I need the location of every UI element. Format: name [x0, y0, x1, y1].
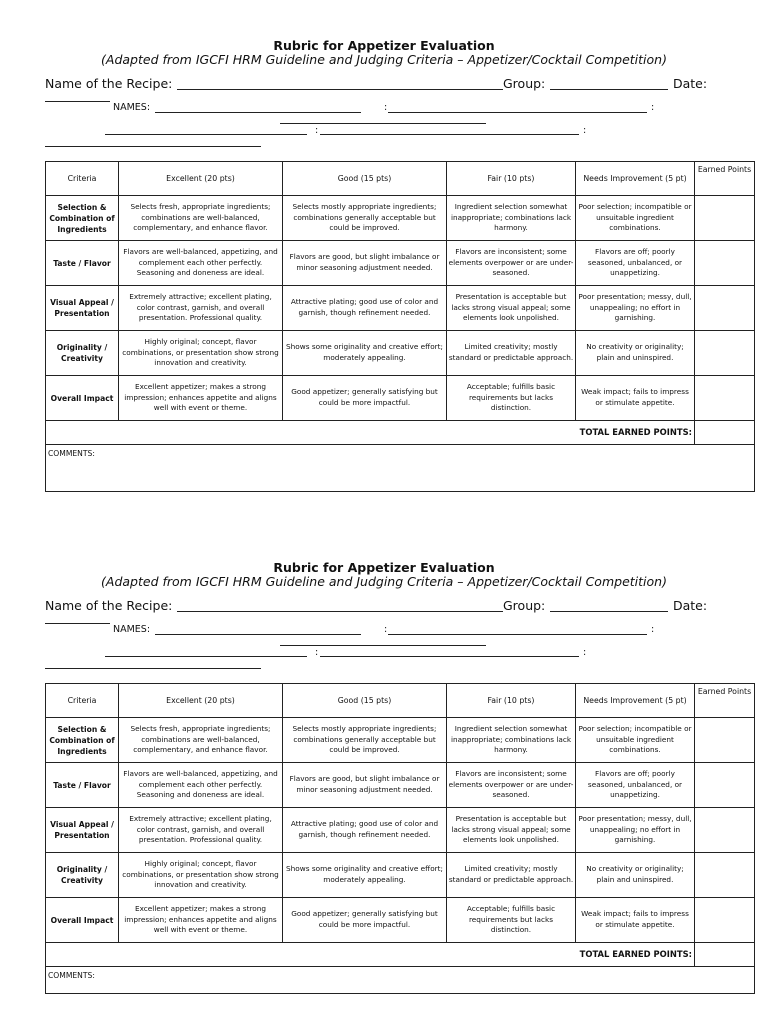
name-blank-1[interactable] [155, 634, 361, 635]
header-row [46, 162, 755, 196]
colon-4: : [583, 125, 587, 136]
name-blank-1[interactable] [155, 112, 361, 113]
group-label: Group: [503, 598, 546, 613]
good-cell: Flavors are good, but slight imbalance or minor seasoning adjustment needed. [283, 763, 447, 808]
header-fair: Fair (10 pts) [447, 684, 576, 718]
comments-label: COMMENTS: [48, 971, 95, 980]
rubric-subtitle: (Adapted from IGCFI HRM Guideline and Judging Criteria – Appetizer/Cocktail Competition) [101, 52, 667, 67]
header-criteria: Criteria [46, 684, 119, 718]
good-cell: Attractive plating; good use of color and garnish, though refinement needed. [283, 808, 447, 853]
good-cell: Good appetizer; generally satisfying but could be more impactful. [283, 376, 447, 421]
comments-row [46, 967, 755, 994]
date-label: Date: [673, 76, 708, 91]
table-row [46, 241, 755, 286]
total-earned-points-label: TOTAL EARNED POINTS: [46, 943, 695, 967]
good-cell: Shows some originality and creative effort; moderately appealing. [283, 331, 447, 376]
header-earned-points: Earned Points [695, 162, 755, 196]
header-fair: Fair (10 pts) [447, 162, 576, 196]
excellent-cell: Highly original; concept, flavor combinations, or presentation show strong innovation and creativity. [119, 853, 283, 898]
earned-points-cell[interactable] [695, 808, 755, 853]
total-row [46, 421, 755, 445]
name-blank-2[interactable] [388, 112, 647, 113]
colon-1: : [384, 624, 388, 635]
criteria-cell: Originality / Creativity [46, 331, 119, 376]
table-row [46, 286, 755, 331]
name-blank-3[interactable] [280, 123, 486, 124]
names-label: NAMES: [113, 624, 151, 635]
table-row [46, 898, 755, 943]
total-earned-points-cell[interactable] [695, 421, 755, 445]
needs-cell: Flavors are off; poorly seasoned, unbalanced, or unappetizing. [576, 241, 695, 286]
rubric-title: Rubric for Appetizer Evaluation [273, 560, 495, 575]
criteria-cell: Visual Appeal / Presentation [46, 286, 119, 331]
earned-points-cell[interactable] [695, 331, 755, 376]
comments-field[interactable] [46, 967, 755, 994]
colon-1: : [384, 102, 388, 113]
needs-cell: No creativity or originality; plain and uninspired. [576, 853, 695, 898]
good-cell: Good appetizer; generally satisfying but could be more impactful. [283, 898, 447, 943]
rubric-subtitle: (Adapted from IGCFI HRM Guideline and Judging Criteria – Appetizer/Cocktail Competition) [101, 574, 667, 589]
comments-label: COMMENTS: [48, 449, 95, 458]
earned-points-cell[interactable] [695, 853, 755, 898]
colon-3: : [315, 125, 319, 136]
criteria-cell: Selection & Combination of Ingredients [46, 196, 119, 241]
fair-cell: Presentation is acceptable but lacks strong visual appeal; some elements look unpolished. [447, 286, 576, 331]
name-blank-4[interactable] [105, 656, 307, 657]
excellent-cell: Excellent appetizer; makes a strong impression; enhances appetite and aligns well with event or theme. [119, 376, 283, 421]
excellent-cell: Extremely attractive; excellent plating, color contrast, garnish, and overall presentation. Professional quality. [119, 286, 283, 331]
criteria-cell: Overall Impact [46, 898, 119, 943]
header-excellent: Excellent (20 pts) [119, 684, 283, 718]
criteria-cell: Taste / Flavor [46, 241, 119, 286]
good-cell: Attractive plating; good use of color and garnish, though refinement needed. [283, 286, 447, 331]
criteria-cell: Taste / Flavor [46, 763, 119, 808]
fair-cell: Flavors are inconsistent; some elements overpower or are under-seasoned. [447, 241, 576, 286]
earned-points-cell[interactable] [695, 898, 755, 943]
needs-cell: Flavors are off; poorly seasoned, unbalanced, or unappetizing. [576, 763, 695, 808]
earned-points-cell[interactable] [695, 718, 755, 763]
colon-3: : [315, 647, 319, 658]
date-label: Date: [673, 598, 708, 613]
rubric-table [45, 161, 755, 492]
excellent-cell: Highly original; concept, flavor combinations, or presentation show strong innovation and creativity. [119, 331, 283, 376]
earned-points-cell[interactable] [695, 763, 755, 808]
criteria-cell: Visual Appeal / Presentation [46, 808, 119, 853]
excellent-cell: Selects fresh, appropriate ingredients; combinations are well-balanced, complementary, and enhance flavor. [119, 718, 283, 763]
table-row [46, 331, 755, 376]
earned-points-cell[interactable] [695, 376, 755, 421]
fair-cell: Limited creativity; mostly standard or predictable approach. [447, 331, 576, 376]
fair-cell: Acceptable; fulfills basic requirements but lacks distinction. [447, 898, 576, 943]
needs-cell: Weak impact; fails to impress or stimulate appetite. [576, 376, 695, 421]
excellent-cell: Extremely attractive; excellent plating, color contrast, garnish, and overall presentation. Professional quality. [119, 808, 283, 853]
header-needs-improvement: Needs Improvement (5 pt) [576, 162, 695, 196]
earned-points-cell[interactable] [695, 286, 755, 331]
earned-points-cell[interactable] [695, 241, 755, 286]
colon-2: : [651, 102, 655, 113]
total-earned-points-cell[interactable] [695, 943, 755, 967]
fair-cell: Presentation is acceptable but lacks strong visual appeal; some elements look unpolished. [447, 808, 576, 853]
name-blank-2[interactable] [388, 634, 647, 635]
needs-cell: Poor presentation; messy, dull, unappealing; no effort in garnishing. [576, 808, 695, 853]
table-row [46, 196, 755, 241]
table-row [46, 376, 755, 421]
table-row [46, 763, 755, 808]
header-excellent: Excellent (20 pts) [119, 162, 283, 196]
names-label: NAMES: [113, 102, 151, 113]
recipe-blank[interactable] [177, 89, 503, 90]
table-row [46, 808, 755, 853]
fair-cell: Flavors are inconsistent; some elements overpower or are under-seasoned. [447, 763, 576, 808]
excellent-cell: Selects fresh, appropriate ingredients; combinations are well-balanced, complementary, and enhance flavor. [119, 196, 283, 241]
rubric-title: Rubric for Appetizer Evaluation [273, 38, 495, 53]
good-cell: Flavors are good, but slight imbalance or minor seasoning adjustment needed. [283, 241, 447, 286]
good-cell: Shows some originality and creative effort; moderately appealing. [283, 853, 447, 898]
total-earned-points-label: TOTAL EARNED POINTS: [46, 421, 695, 445]
criteria-cell: Selection & Combination of Ingredients [46, 718, 119, 763]
earned-points-cell[interactable] [695, 196, 755, 241]
header-row [46, 684, 755, 718]
criteria-cell: Overall Impact [46, 376, 119, 421]
header-earned-points: Earned Points [695, 684, 755, 718]
header-good: Good (15 pts) [283, 162, 447, 196]
table-row [46, 718, 755, 763]
excellent-cell: Excellent appetizer; makes a strong impression; enhances appetite and aligns well with event or theme. [119, 898, 283, 943]
comments-field[interactable] [46, 445, 755, 492]
fair-cell: Ingredient selection somewhat inappropriate; combinations lack harmony. [447, 196, 576, 241]
fair-cell: Ingredient selection somewhat inappropriate; combinations lack harmony. [447, 718, 576, 763]
total-row [46, 943, 755, 967]
excellent-cell: Flavors are well-balanced, appetizing, and complement each other perfectly. Seasoning and doneness are ideal. [119, 763, 283, 808]
needs-cell: Weak impact; fails to impress or stimulate appetite. [576, 898, 695, 943]
recipe-label: Name of the Recipe: [45, 76, 173, 91]
fair-cell: Acceptable; fulfills basic requirements but lacks distinction. [447, 376, 576, 421]
name-blank-6[interactable] [45, 146, 261, 147]
colon-2: : [651, 624, 655, 635]
good-cell: Selects mostly appropriate ingredients; combinations generally acceptable but could be improved. [283, 196, 447, 241]
header-needs-improvement: Needs Improvement (5 pt) [576, 684, 695, 718]
recipe-label: Name of the Recipe: [45, 598, 173, 613]
needs-cell: No creativity or originality; plain and uninspired. [576, 331, 695, 376]
colon-4: : [583, 647, 587, 658]
good-cell: Selects mostly appropriate ingredients; combinations generally acceptable but could be improved. [283, 718, 447, 763]
date-blank[interactable] [45, 623, 110, 624]
group-blank[interactable] [550, 611, 668, 612]
name-blank-6[interactable] [45, 668, 261, 669]
name-blank-3[interactable] [280, 645, 486, 646]
group-label: Group: [503, 76, 546, 91]
rubric-sheet-2 [0, 522, 768, 982]
excellent-cell: Flavors are well-balanced, appetizing, and complement each other perfectly. Seasoning and doneness are ideal. [119, 241, 283, 286]
fair-cell: Limited creativity; mostly standard or predictable approach. [447, 853, 576, 898]
name-blank-5[interactable] [320, 656, 579, 657]
name-blank-4[interactable] [105, 134, 307, 135]
rubric-sheet-1 [0, 0, 768, 460]
needs-cell: Poor presentation; messy, dull, unappealing; no effort in garnishing. [576, 286, 695, 331]
table-row [46, 853, 755, 898]
group-blank[interactable] [550, 89, 668, 90]
header-good: Good (15 pts) [283, 684, 447, 718]
comments-row [46, 445, 755, 492]
name-blank-5[interactable] [320, 134, 579, 135]
recipe-blank[interactable] [177, 611, 503, 612]
rubric-table [45, 683, 755, 994]
needs-cell: Poor selection; incompatible or unsuitable ingredient combinations. [576, 196, 695, 241]
needs-cell: Poor selection; incompatible or unsuitable ingredient combinations. [576, 718, 695, 763]
criteria-cell: Originality / Creativity [46, 853, 119, 898]
header-criteria: Criteria [46, 162, 119, 196]
date-blank[interactable] [45, 101, 110, 102]
